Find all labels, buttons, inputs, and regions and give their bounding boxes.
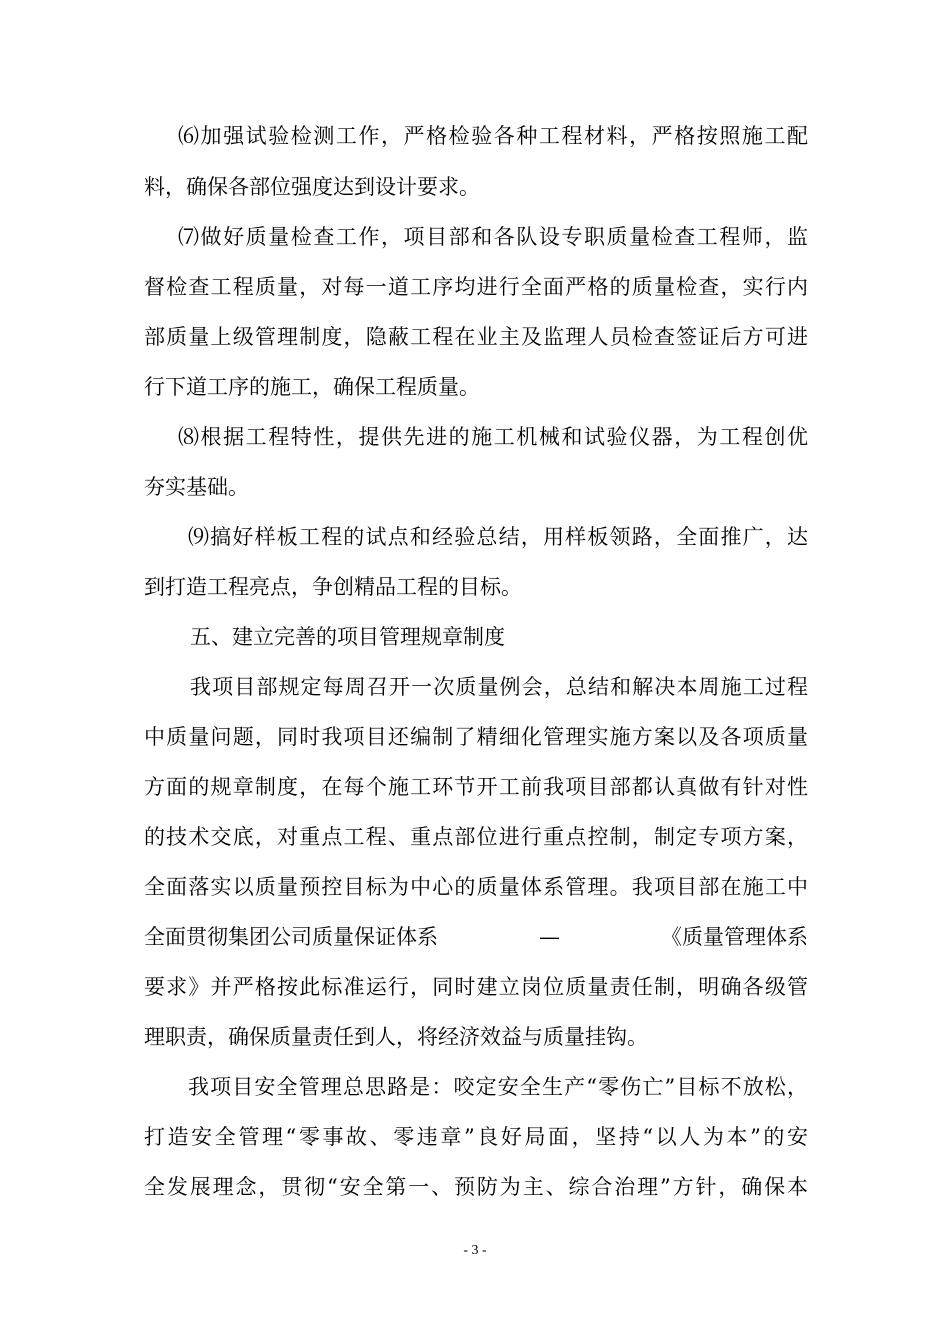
paragraph-line: 行下道工序的施工，确保工程质量。 (144, 375, 480, 399)
paragraph-line: 督检查工程质量，对每一道工序均进行全面严格的质量检查，实行内 (144, 275, 808, 299)
line-segment: 全面贯彻集团公司质量保证体系 (144, 925, 438, 949)
section-heading: 五、建立完善的项目管理规章制度 (190, 625, 505, 649)
paragraph-line: 到打造工程亮点，争创精品工程的目标。 (144, 575, 522, 599)
paragraph-line: 理职责，确保质量责任到人，将经济效益与质量挂钩。 (144, 1025, 648, 1049)
paragraph-line: 料，确保各部位强度达到设计要求。 (144, 175, 480, 199)
page-number: - 3 - (463, 1243, 487, 1258)
paragraph-line: 全发展理念，贯彻“安全第一、预防为主、综合治理”方针，确保本 (144, 1175, 808, 1199)
paragraph-line: 我项目部规定每周召开一次质量例会，总结和解决本周施工过程 (190, 675, 808, 699)
paragraph-line: 我项目安全管理总思路是：咬定安全生产“零伤亡”目标不放松， (188, 1075, 808, 1099)
paragraph-line: ⑼搞好样板工程的试点和经验总结，用样板领路，全面推广，达 (188, 525, 808, 549)
paragraph-line: 打造安全管理“零事故、零违章”良好局面，坚持“以人为本”的安 (144, 1125, 808, 1149)
paragraph-line: ⑺做好质量检查工作，项目部和各队设专职质量检查工程师，监 (178, 225, 808, 249)
paragraph-line: 全面落实以质量预控目标为中心的质量体系管理。我项目部在施工中 (144, 875, 808, 899)
paragraph-line: 部质量上级管理制度，隐蔽工程在业主及监理人员检查签证后方可进 (144, 325, 808, 349)
paragraph-line: 中质量问题，同时我项目还编制了精细化管理实施方案以及各项质量 (144, 725, 808, 749)
line-segment: 《质量管理体系 (661, 925, 808, 949)
paragraph-line (144, 923, 808, 951)
paragraph-line: ⑻根据工程特性，提供先进的施工机械和试验仪器，为工程创优 (178, 425, 808, 449)
paragraph-line: 方面的规章制度，在每个施工环节开工前我项目部都认真做有针对性 (144, 775, 808, 799)
paragraph-line: 夯实基础。 (144, 475, 249, 499)
paragraph-line: ⑹加强试验检测工作，严格检验各种工程材料，严格按照施工配 (178, 124, 808, 148)
paragraph-line: 要求》并严格按此标准运行，同时建立岗位质量责任制，明确各级管 (144, 975, 808, 999)
dash-separator: — (539, 925, 560, 949)
paragraph-line: 的技术交底，对重点工程、重点部位进行重点控制，制定专项方案， (144, 825, 808, 849)
